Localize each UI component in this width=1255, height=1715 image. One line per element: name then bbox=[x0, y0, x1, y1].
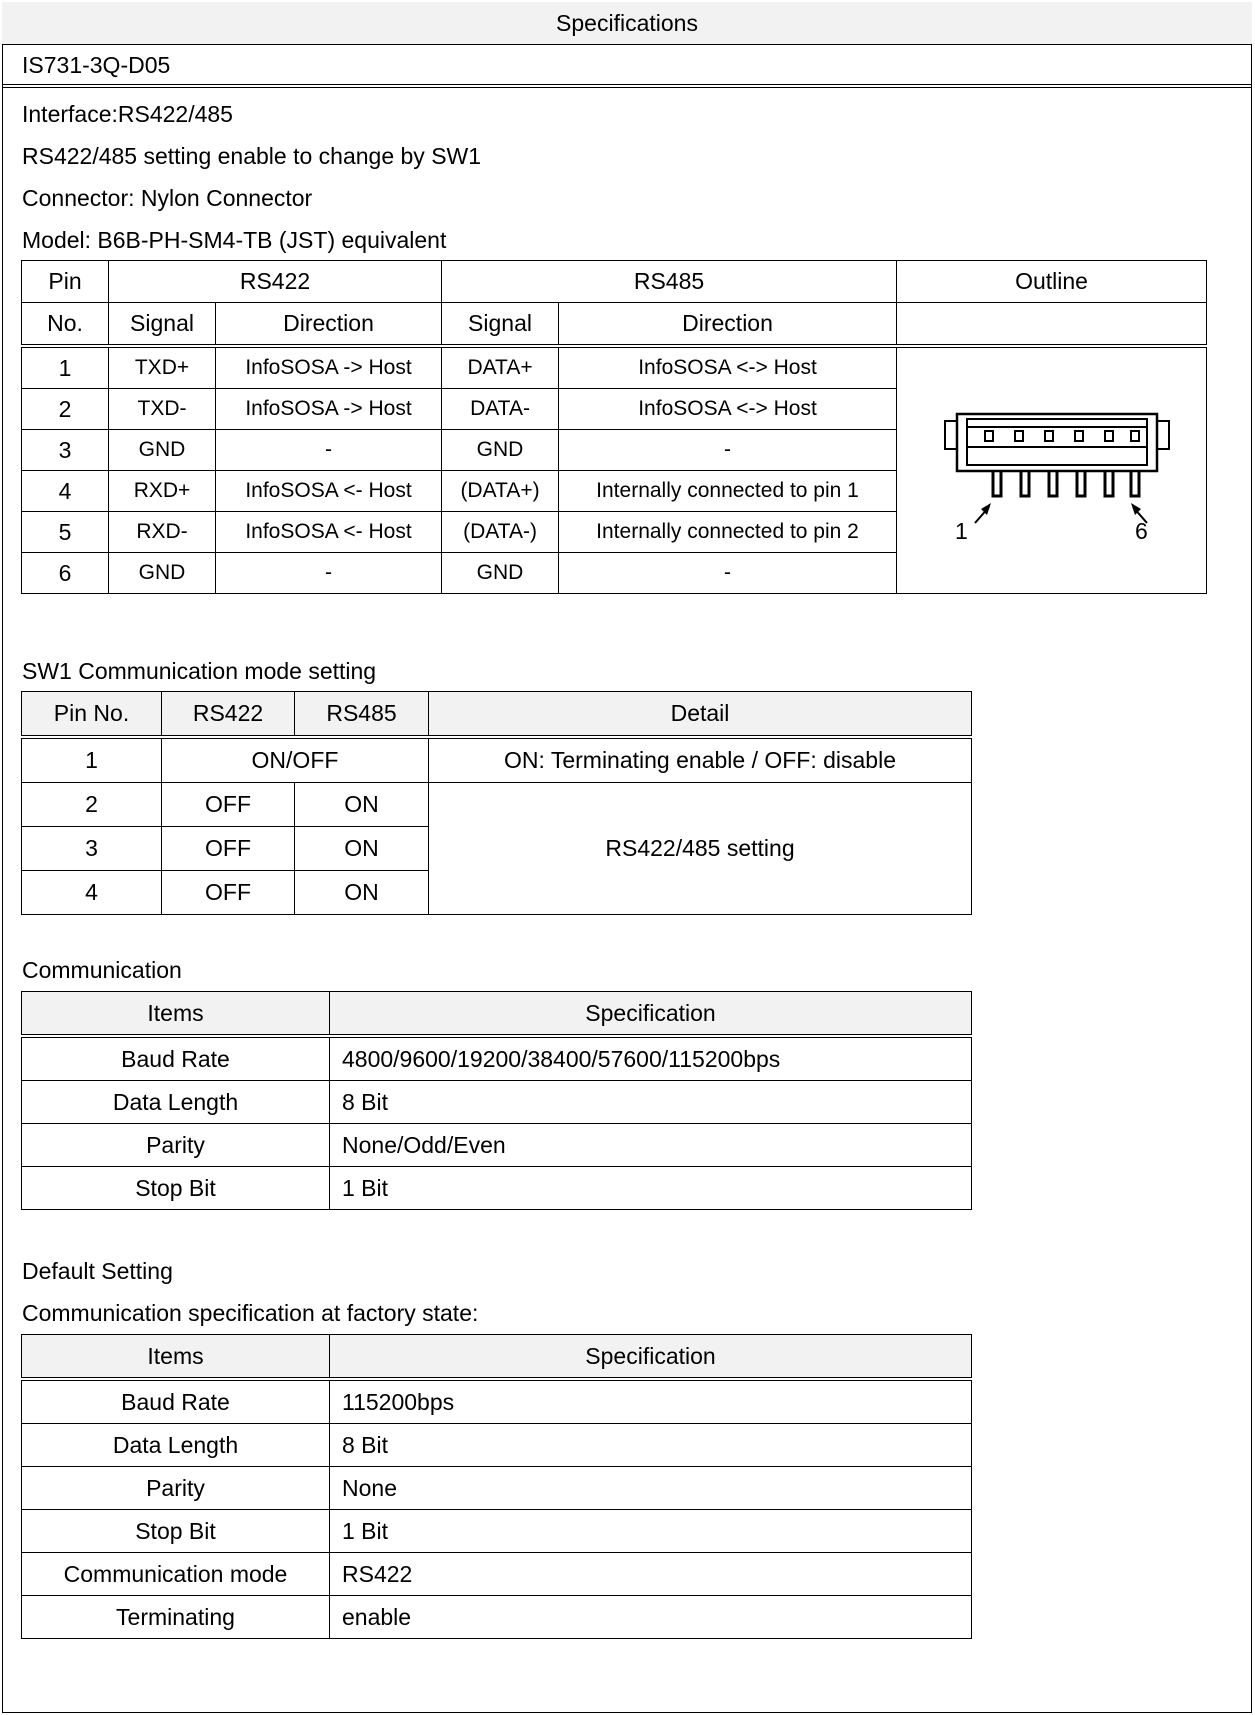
sw1-merged-detail: RS422/485 setting bbox=[429, 783, 972, 915]
rs485-signal: GND bbox=[442, 553, 559, 594]
item-spec: RS422 bbox=[330, 1553, 972, 1596]
outline-header-blank bbox=[897, 303, 1207, 347]
table-row bbox=[22, 1553, 972, 1596]
pin-1-label: 1 bbox=[955, 518, 968, 544]
item-spec: 115200bps bbox=[330, 1379, 972, 1424]
sw1-rs422: OFF bbox=[162, 871, 295, 915]
sw1-on-off: ON/OFF bbox=[162, 737, 429, 783]
default-setting-table bbox=[21, 1334, 972, 1639]
sw1-title: SW1 Communication mode setting bbox=[22, 658, 377, 684]
rs422-direction: - bbox=[216, 430, 442, 471]
rs422-signal: GND bbox=[109, 430, 216, 471]
item-name: Stop Bit bbox=[22, 1510, 330, 1553]
rs485-signal: (DATA+) bbox=[442, 471, 559, 512]
pin-header: Pin bbox=[22, 261, 109, 303]
table-row bbox=[22, 1596, 972, 1639]
table-row bbox=[22, 783, 972, 827]
rs422-signal: TXD- bbox=[109, 389, 216, 430]
outline-header: Outline bbox=[897, 261, 1207, 303]
sw1-rs422: OFF bbox=[162, 783, 295, 827]
table-row bbox=[22, 1124, 972, 1167]
item-name: Communication mode bbox=[22, 1553, 330, 1596]
pin-assignment-table bbox=[21, 260, 1207, 594]
rs422-header: RS422 bbox=[109, 261, 442, 303]
items-header: Items bbox=[22, 1335, 330, 1380]
rs485-signal: DATA+ bbox=[442, 346, 559, 389]
rs485-signal: (DATA-) bbox=[442, 512, 559, 553]
item-name: Stop Bit bbox=[22, 1167, 330, 1210]
item-spec: None/Odd/Even bbox=[330, 1124, 972, 1167]
sw1-pin: 2 bbox=[22, 783, 162, 827]
items-header: Items bbox=[22, 992, 330, 1037]
pin-number: 6 bbox=[22, 553, 109, 594]
sw1-rs485: ON bbox=[295, 827, 429, 871]
rs485-header: RS485 bbox=[442, 261, 897, 303]
sw1-rs422: OFF bbox=[162, 827, 295, 871]
setting-line: RS422/485 setting enable to change by SW1 bbox=[22, 143, 482, 169]
rs422-signal-header: Signal bbox=[109, 303, 216, 347]
default-setting-title: Default Setting bbox=[22, 1258, 173, 1284]
pin-number: 1 bbox=[22, 346, 109, 389]
item-spec: 4800/9600/19200/38400/57600/115200bps bbox=[330, 1036, 972, 1081]
rs422-signal: RXD+ bbox=[109, 471, 216, 512]
no-header: No. bbox=[22, 303, 109, 347]
table-row bbox=[22, 1036, 972, 1081]
rs485-direction: Internally connected to pin 1 bbox=[559, 471, 897, 512]
rs485-direction: Internally connected to pin 2 bbox=[559, 512, 897, 553]
rs422-signal: RXD- bbox=[109, 512, 216, 553]
rs422-direction: InfoSOSA -> Host bbox=[216, 346, 442, 389]
table-row bbox=[22, 1467, 972, 1510]
communication-title: Communication bbox=[22, 957, 182, 983]
rs422-direction: - bbox=[216, 553, 442, 594]
pin-number: 4 bbox=[22, 471, 109, 512]
sw1-rs485: ON bbox=[295, 871, 429, 915]
rs422-direction: InfoSOSA <- Host bbox=[216, 512, 442, 553]
item-name: Baud Rate bbox=[22, 1036, 330, 1081]
table-row bbox=[22, 1510, 972, 1553]
rs422-direction: InfoSOSA -> Host bbox=[216, 389, 442, 430]
item-spec: None bbox=[330, 1467, 972, 1510]
specification-header: Specification bbox=[330, 1335, 972, 1380]
rs485-direction: InfoSOSA <-> Host bbox=[559, 389, 897, 430]
rs485-direction-header: Direction bbox=[559, 303, 897, 347]
rs485-direction: InfoSOSA <-> Host bbox=[559, 346, 897, 389]
page-title: Specifications bbox=[2, 2, 1252, 45]
item-name: Baud Rate bbox=[22, 1379, 330, 1424]
sw1-table bbox=[21, 691, 972, 915]
sw1-detail-header: Detail bbox=[429, 692, 972, 738]
sw1-detail: ON: Terminating enable / OFF: disable bbox=[429, 737, 972, 783]
rs485-direction: - bbox=[559, 430, 897, 471]
rs485-signal: DATA- bbox=[442, 389, 559, 430]
sw1-pin: 1 bbox=[22, 737, 162, 783]
sw1-pin-header: Pin No. bbox=[22, 692, 162, 738]
sw1-rs485: ON bbox=[295, 783, 429, 827]
pin-number: 5 bbox=[22, 512, 109, 553]
item-spec: 1 Bit bbox=[330, 1510, 972, 1553]
sw1-rs485-header: RS485 bbox=[295, 692, 429, 738]
item-name: Data Length bbox=[22, 1081, 330, 1124]
default-setting-subtitle: Communication specification at factory state: bbox=[22, 1300, 479, 1326]
sw1-pin: 4 bbox=[22, 871, 162, 915]
table-row bbox=[22, 1167, 972, 1210]
item-spec: 1 Bit bbox=[330, 1167, 972, 1210]
table-row bbox=[22, 1081, 972, 1124]
item-name: Parity bbox=[22, 1467, 330, 1510]
rs422-direction: InfoSOSA <- Host bbox=[216, 471, 442, 512]
item-spec: 8 Bit bbox=[330, 1424, 972, 1467]
table-row bbox=[22, 1379, 972, 1424]
connector-line: Connector: Nylon Connector bbox=[22, 185, 313, 211]
rs485-signal-header: Signal bbox=[442, 303, 559, 347]
sw1-rs422-header: RS422 bbox=[162, 692, 295, 738]
table-row bbox=[22, 1424, 972, 1467]
rs485-direction: - bbox=[559, 553, 897, 594]
sw1-pin: 3 bbox=[22, 827, 162, 871]
communication-table bbox=[21, 991, 972, 1210]
pin-6-label: 6 bbox=[1135, 518, 1148, 544]
item-name: Terminating bbox=[22, 1596, 330, 1639]
rs422-direction-header: Direction bbox=[216, 303, 442, 347]
model-line: Model: B6B-PH-SM4-TB (JST) equivalent bbox=[22, 227, 447, 253]
item-name: Parity bbox=[22, 1124, 330, 1167]
rs485-signal: GND bbox=[442, 430, 559, 471]
rs422-signal: GND bbox=[109, 553, 216, 594]
pin-number: 2 bbox=[22, 389, 109, 430]
item-spec: 8 Bit bbox=[330, 1081, 972, 1124]
interface-line: Interface:RS422/485 bbox=[22, 101, 233, 127]
item-name: Data Length bbox=[22, 1424, 330, 1467]
specification-header: Specification bbox=[330, 992, 972, 1037]
connector-outline bbox=[897, 346, 1207, 594]
model-number: IS731-3Q-D05 bbox=[2, 45, 1252, 88]
item-spec: enable bbox=[330, 1596, 972, 1639]
pin-number: 3 bbox=[22, 430, 109, 471]
rs422-signal: TXD+ bbox=[109, 346, 216, 389]
table-row bbox=[22, 737, 972, 783]
table-row bbox=[22, 346, 1207, 389]
connector-outline-icon bbox=[907, 361, 1197, 581]
